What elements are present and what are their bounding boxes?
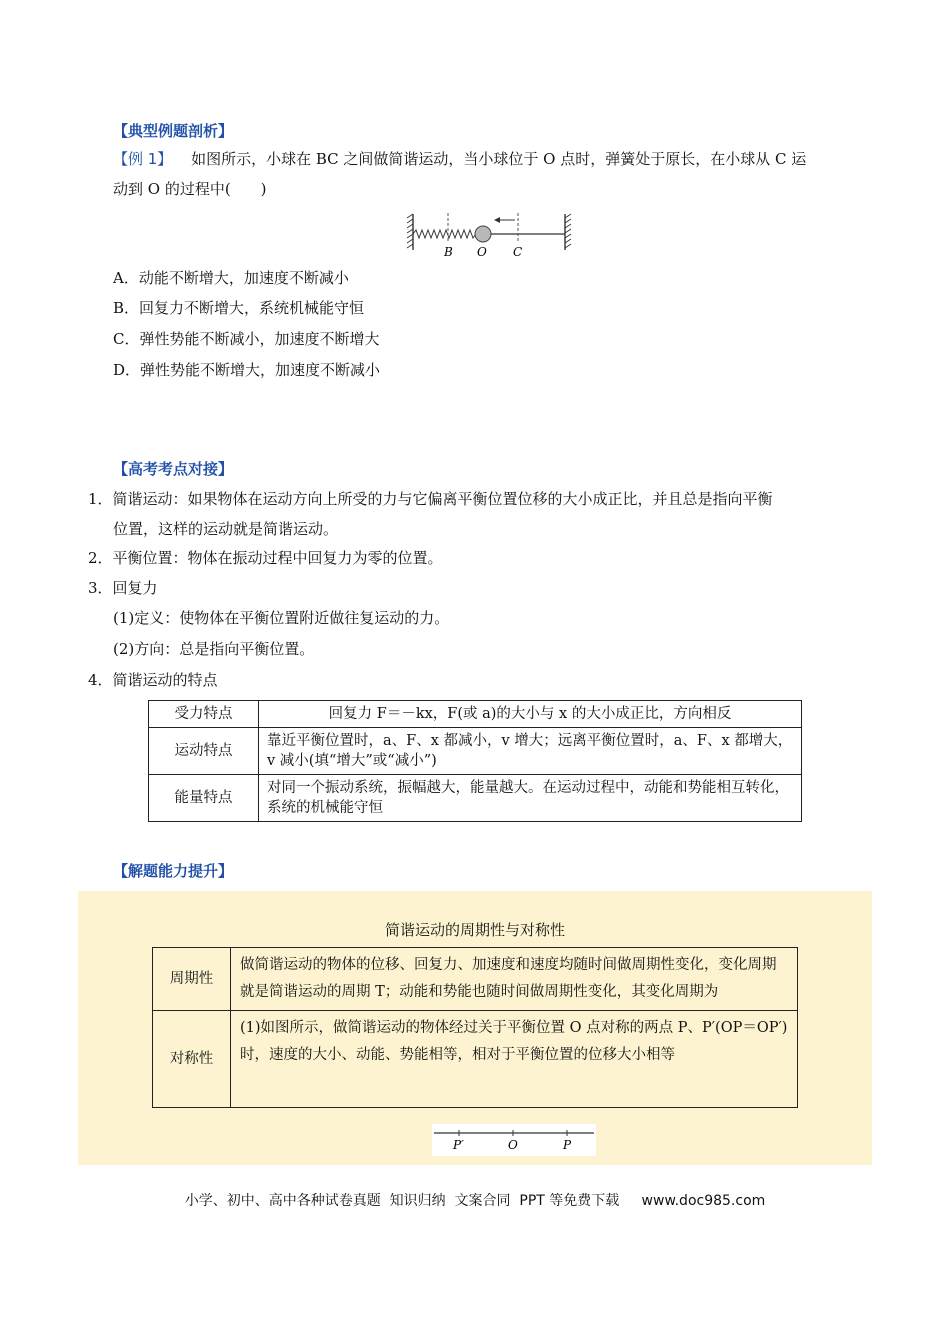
option-a: A．动能不断增大，加速度不断减小: [113, 269, 349, 287]
spring-ball-figure: [405, 210, 575, 262]
table-value: [231, 1011, 798, 1108]
point-2: 2．平衡位置：物体在振动过程中回复力为零的位置。: [88, 549, 443, 567]
page-footer: 小学、初中、高中各种试卷真题 知识归纳 文案合同 PPT 等免费下载 www.doc985.com: [184, 1193, 766, 1209]
example-question-line1: [113, 148, 806, 170]
symmetry-text: (1)如图所示，做简谐运动的物体经过关于平衡位置 O 点对称的两点 P、P′(OP＝OP′)时，速度的大小、动能、势能相等，相对于平衡位置的位移大小相等: [240, 1020, 788, 1063]
option-d: D．弹性势能不断增大，加速度不断减小: [113, 361, 381, 379]
symmetry-figure: [432, 1124, 596, 1156]
features-table: [148, 700, 802, 822]
label-o: O: [508, 1138, 518, 1152]
spring-icon: [413, 230, 477, 238]
table-key: 受力特点: [149, 701, 259, 728]
table-row: [149, 701, 802, 728]
section-heading-examples: 【典型例题剖析】: [113, 122, 234, 140]
example-tag: 【例 1】: [113, 150, 173, 168]
section-heading-ability: 【解题能力提升】: [113, 862, 234, 880]
label-c: C: [513, 245, 523, 259]
box-title: 简谐运动的周期性与对称性: [384, 921, 565, 939]
question-text-1: 如图所示，小球在 BC 之间做简谐运动，当小球位于 O 点时，弹簧处于原长，在小球从 C 运: [191, 150, 807, 168]
ball-icon: [475, 226, 491, 242]
left-wall-icon: [407, 214, 413, 250]
label-o: O: [477, 245, 487, 259]
table-value: 回复力 F＝－kx，F(或 a)的大小与 x 的大小成正比，方向相反: [259, 701, 802, 728]
symmetry-table: [152, 947, 798, 1108]
point-1-line2: 位置，这样的运动就是简谐运动。: [113, 520, 339, 538]
table-row: [153, 948, 798, 1011]
table-row: [149, 728, 802, 775]
option-c: C．弹性势能不断减小，加速度不断增大: [113, 330, 380, 348]
table-key: 周期性: [153, 948, 231, 1011]
label-p-prime: P′: [453, 1138, 464, 1152]
option-b: B．回复力不断增大，系统机械能守恒: [113, 299, 365, 317]
point-3-direction: (2)方向：总是指向平衡位置。: [113, 640, 315, 658]
table-row: [149, 775, 802, 822]
table-value: 靠近平衡位置时，a、F、x 都减小，v 增大；远离平衡位置时，a、F、x 都增大，v 减小(填“增大”或“减小”): [259, 728, 802, 775]
table-row: [153, 1011, 798, 1108]
table-key: 能量特点: [149, 775, 259, 822]
example-question-line2: 动到 O 的过程中( ): [113, 180, 267, 198]
label-p: P: [563, 1138, 572, 1152]
section-heading-exam-points: 【高考考点对接】: [113, 460, 234, 478]
table-key: 运动特点: [149, 728, 259, 775]
point-3-definition: (1)定义：使物体在平衡位置附近做往复运动的力。: [113, 609, 450, 627]
point-4: 4．简谐运动的特点: [88, 671, 218, 689]
table-key: 对称性: [153, 1011, 231, 1108]
right-wall-icon: [565, 214, 571, 250]
point-3: 3．回复力: [88, 579, 158, 597]
table-value: 做简谐运动的物体的位移、回复力、加速度和速度均随时间做周期性变化，变化周期就是简谐运动的周期 T；动能和势能也随时间做周期性变化，其变化周期为: [231, 948, 798, 1011]
point-1-line1: 1．简谐运动：如果物体在运动方向上所受的力与它偏离平衡位置位移的大小成正比，并且总是指向平衡: [88, 490, 773, 508]
label-b: B: [444, 245, 453, 259]
table-value: 对同一个振动系统，振幅越大，能量越大。在运动过程中，动能和势能相互转化，系统的机械能守恒: [259, 775, 802, 822]
arrow-left-icon: [494, 217, 515, 223]
